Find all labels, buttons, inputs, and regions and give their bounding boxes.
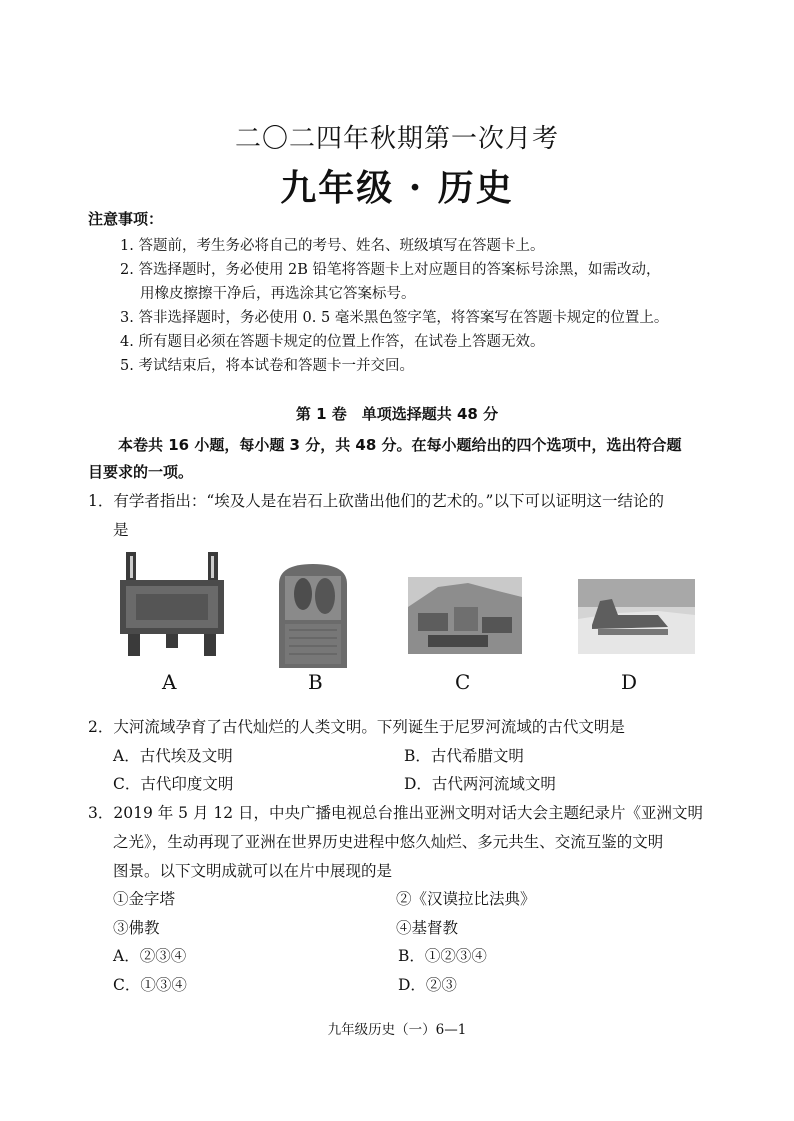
q2-option-a: A．古代埃及文明 xyxy=(113,747,233,765)
section-intro-line1: 本卷共 16 小题，每小题 3 分，共 48 分。在每小题给出的四个选项中，选出符合题 xyxy=(118,436,682,454)
notice-item-3: 3. 答非选择题时，务必使用 0. 5 毫米黑色签字笔，将答案写在答题卡规定的位置上。 xyxy=(120,310,669,326)
q3-option-b: B．①②③④ xyxy=(398,947,487,965)
q3-option-d: D．②③ xyxy=(398,976,457,994)
subject-title: 九年级 · 历史 xyxy=(280,167,514,209)
notice-item-4: 4. 所有题目必须在答题卡规定的位置上作答，在试卷上答题无效。 xyxy=(120,334,545,350)
page-footer: 九年级历史（一）6—1 xyxy=(327,1022,467,1038)
notice-item-2-cont: 用橡皮擦擦干净后，再选涂其它答案标号。 xyxy=(140,286,416,302)
q3-option-c: C．①③④ xyxy=(113,976,187,994)
q3-item-4: ④基督教 xyxy=(396,919,459,937)
section-title: 第 1 卷 单项选择题共 48 分 xyxy=(295,405,499,423)
q3-option-a: A．②③④ xyxy=(113,947,187,965)
bronze-ding-icon xyxy=(118,550,228,660)
ruins-photo-icon xyxy=(408,577,522,654)
q2-option-d: D．古代两河流域文明 xyxy=(404,775,556,793)
exam-title: 二〇二四年秋期第一次月考 xyxy=(234,124,559,154)
q1-stem-line1: 1．有学者指出：“埃及人是在岩石上砍凿出他们的艺术的。”以下可以证明这一结论的 xyxy=(88,492,664,510)
q3-stem-line2: 之光》，生动再现了亚洲在世界历史进程中悠久灿烂、多元共生、交流互鉴的文明 xyxy=(113,833,664,851)
notice-item-1: 1. 答题前，考生务必将自己的考号、姓名、班级填写在答题卡上。 xyxy=(120,238,545,254)
q1-stem-line2: 是 xyxy=(113,521,129,539)
q1-image-label-a: A xyxy=(162,670,177,694)
q2-option-b: B．古代希腊文明 xyxy=(404,747,524,765)
q1-image-label-c: C xyxy=(455,670,471,694)
section-intro-line2: 目要求的一项。 xyxy=(88,463,194,481)
q3-stem-line3: 图景。以下文明成就可以在片中展现的是 xyxy=(113,862,393,880)
notice-item-5: 5. 考试结束后，将本试卷和答题卡一并交回。 xyxy=(120,358,414,374)
q1-image-label-b: B xyxy=(308,670,323,694)
notice-heading: 注意事项： xyxy=(88,210,164,228)
q3-item-3: ③佛教 xyxy=(113,919,160,937)
q3-stem-line1: 3．2019 年 5 月 12 日，中央广播电视总台推出亚洲文明对话大会主题纪录片《亚洲文明 xyxy=(88,804,704,822)
q3-item-2: ②《汉谟拉比法典》 xyxy=(396,890,536,908)
q2-stem: 2．大河流域孕育了古代灿烂的人类文明。下列诞生于尼罗河流域的古代文明是 xyxy=(88,718,625,736)
sphinx-photo-icon xyxy=(578,579,695,654)
q1-image-label-d: D xyxy=(621,670,638,694)
notice-item-2: 2. 答选择题时，务必使用 2B 铅笔将答题卡上对应题目的答案标号涂黑，如需改动， xyxy=(120,262,661,278)
q3-item-1: ①金字塔 xyxy=(113,890,176,908)
q2-option-c: C．古代印度文明 xyxy=(113,775,234,793)
stone-stele-icon xyxy=(275,564,351,668)
